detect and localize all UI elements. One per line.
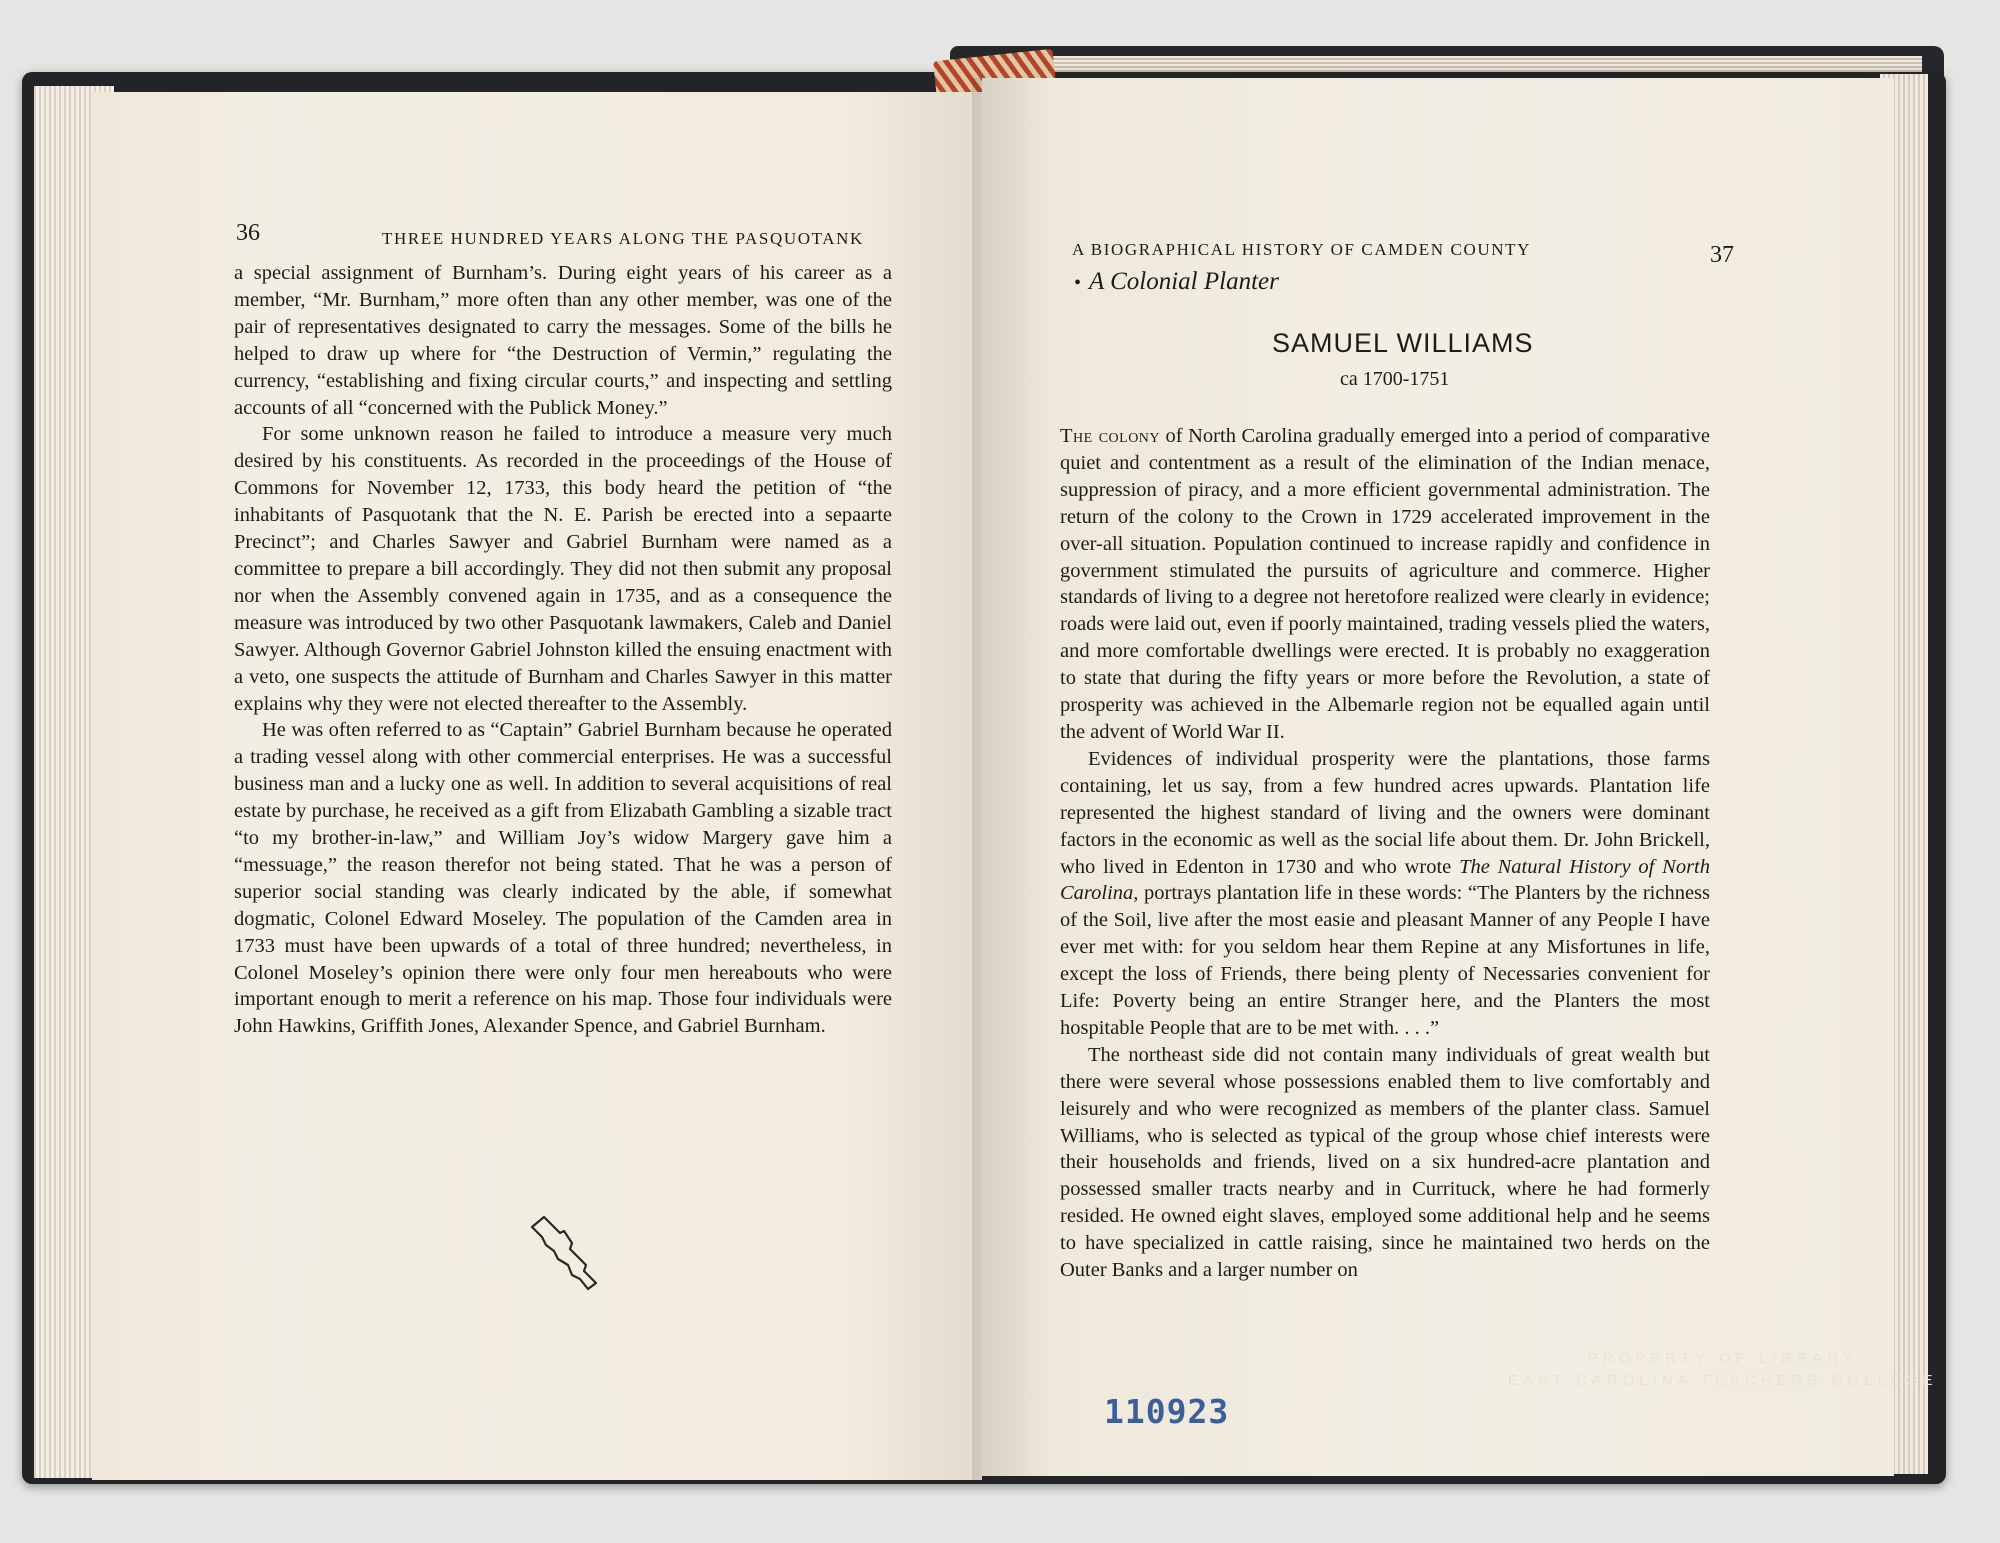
book-title: The Natural History of North Carolina, [1060, 855, 1710, 905]
paragraph-text: portrays plantation life in these words: “The Planters by the richness of the Soil, live after the most easie and pleasant Manner of any People I have ever met with: for you seldom hear them Repine at any Misfortunes in life, except the loss of Friends, there being plenty of Necessaries convenient for Life: Poverty being an entire Stranger here, and the Planters the most hospitable People that are to be met with. . . .” [1060, 882, 1710, 1039]
paragraph-text: of North Carolina gradually emerged into a period of comparative quiet and contentment as a result of the elimination of the Indian menace, suppression of piracy, and a more efficient governmental administration. The return of the colony to the Crown in 1729 accelerated improvement in the over-all situation. Population continued to increase rapidly and confidence in government stimulated the pursuits of agriculture and commerce. Higher standards of living to a degree not heretofore realized were clearly in evidence; roads were laid out, even if poorly maintained, trading vessels plied the waters, and more comfortable dwellings were erected. It is probably no exaggeration to state that during the fifty years or more before the Revolution, a state of prosperity was achieved in the Albemarle region not be equalled again until the advent of World War II. [1060, 425, 1710, 743]
right-body-text [1060, 423, 1710, 1284]
paragraph: The northeast side did not contain many individuals of great wealth but there were several whose possessions enabled them to live comfortably and leisurely and who were recognized as members of the planter class. Samuel Williams, who is selected as typical of the group whose chief interests were their households and friends, lived on a six hundred-acre plantation and possessed smaller tracts nearby and in Currituck, where he had formerly resided. He owned eight slaves, employed some additional help and he seems to have specialized in cattle raising, since he maintained two herds on the Outer Banks and a larger number on [1060, 1043, 1710, 1282]
page-number-left: 36 [236, 220, 260, 246]
library-emboss-stamp [1508, 1348, 1938, 1392]
accession-number-stamp: 110923 [1104, 1392, 1230, 1431]
paragraph-text: Evidences of individual prosperity were the plantations, those farms containing, let us say, from a few hundred acres upwards. Plantation life represented the highest standard of living and the owners were dominant factors in the economic as well as the social life about them. Dr. John Brickell, who lived in Edenton in 1730 and who wrote [1060, 747, 1710, 878]
paragraph: For some unknown reason he failed to introduce a measure very much desired by his constituents. As recorded in the proceedings of the House of Commons for November 12, 1733, this body heard the petition of “the inhabitants of Pasquotank that the N. E. Parish be erected into a sepaarte Precinct”; and Charles Sawyer and Gabriel Burnham were named as a committee to prepare a bill accordingly. They did not then submit any proposal nor when the Assembly convened again in 1735, and as a consequence the measure was introduced by two other Pasquotank lawmakers, Caleb and Daniel Sawyer. Although Governor Gabriel Johnston killed the ensuing enactment with a veto, one suspects the attitude of Burnham and Charles Sawyer in this matter explains why they were not elected thereafter to the Assembly. [234, 423, 892, 715]
bullet-icon: • [1074, 272, 1082, 294]
library-stamp-line: EAST CAROLINA TEACHERS COLLEGE [1508, 1372, 1938, 1389]
running-head-left: THREE HUNDRED YEARS ALONG THE PASQUOTANK [382, 229, 864, 248]
paragraph [1060, 746, 1710, 1042]
paragraph: a special assignment of Burnham’s. During eight years of his career as a member, “Mr. Burnham,” more often than any other member, was one of the pair of representatives designated to carry the messages. Some of the bills he helped to draw up where for “the Destruction of Vermin,” regulating the currency, “establishing and fixing circular courts,” and inspecting and settling accounts of all “concerned with the Publick Money.” [234, 262, 892, 419]
section-title-text: A Colonial Planter [1089, 268, 1279, 295]
life-dates: ca 1700-1751 [1340, 368, 1450, 390]
running-head-right: A BIOGRAPHICAL HISTORY OF CAMDEN COUNTY [1072, 240, 1531, 259]
paragraph [1060, 423, 1710, 746]
right-page [982, 78, 1894, 1476]
section-title [1074, 268, 1279, 296]
page-number-right: 37 [1710, 242, 1734, 268]
person-name: SAMUEL WILLIAMS [1272, 328, 1534, 358]
left-body-text [234, 260, 892, 1040]
pasquotank-map-outline-icon [528, 1215, 608, 1295]
paragraph: He was often referred to as “Captain” Gabriel Burnham because he operated a trading vessel along with other commercial enterprises. He was a successful business man and a lucky one as well. In addition to several acquisitions of real estate by purchase, he received as a gift from Elizabath Gambling a sizable tract “to my brother-in-law,” and William Joy’s widow Margery gave him a “messuage,” the reason therefor not being stated. That he was a person of superior social standing was clearly indicated by the able, if somewhat dogmatic, Colonel Edward Moseley. The population of the Camden area in 1733 must have been upwards of a total of three hundred; nevertheless, in Colonel Moseley’s opinion there were only four men hereabouts who were important enough to merit a reference on his map. Those four individuals were John Hawkins, Griffith Jones, Alexander Spence, and Gabriel Burnham. [234, 719, 892, 1038]
library-stamp-line: PROPERTY OF LIBRARY [1587, 1350, 1858, 1367]
lead-smallcaps: The colony [1060, 425, 1161, 447]
